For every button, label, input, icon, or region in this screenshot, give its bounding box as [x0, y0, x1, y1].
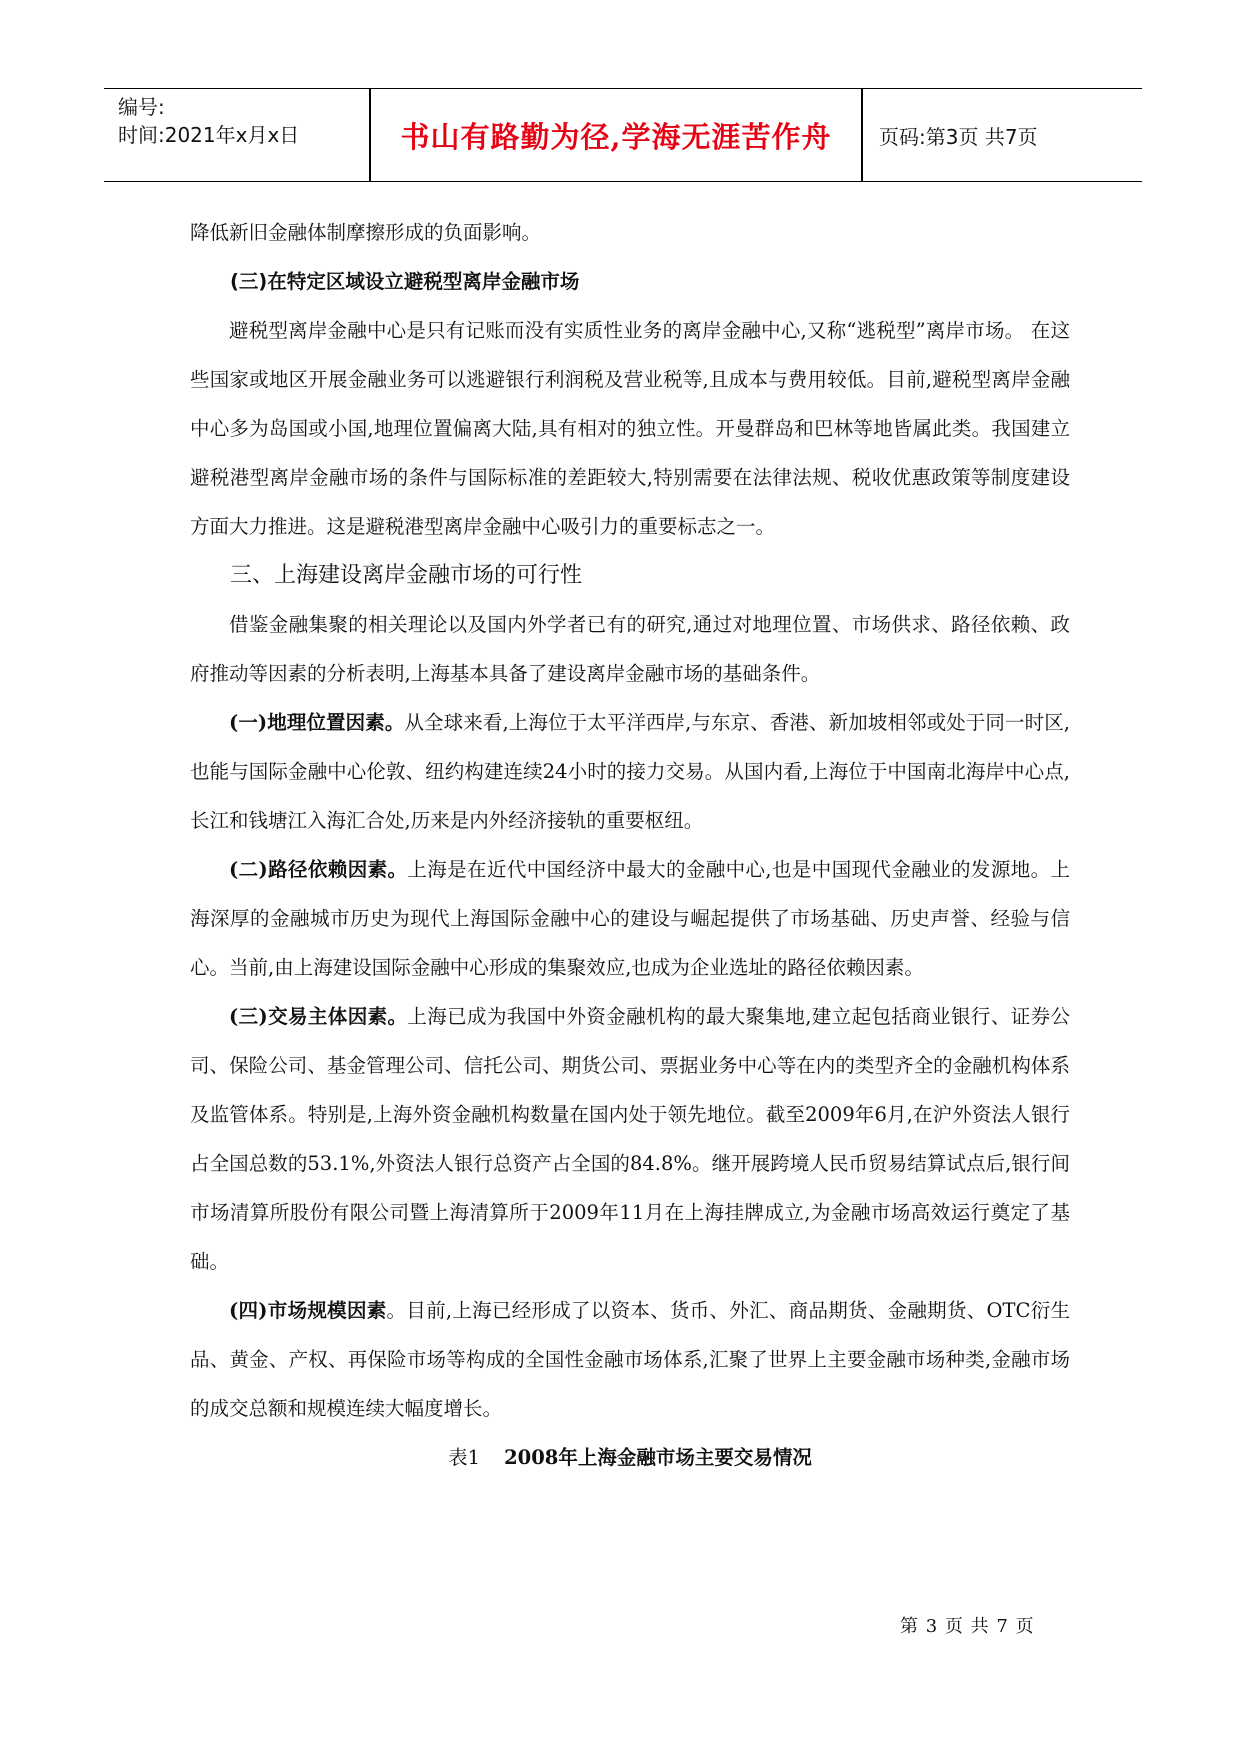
page-footer: 第 3 页 共 7 页 — [900, 1616, 1035, 1637]
paragraph-lead: (四)市场规模因素 — [229, 1299, 387, 1322]
number-label: 编号: — [118, 95, 165, 119]
subsection-heading: (三)在特定区域设立避税型离岸金融市场 — [230, 270, 580, 293]
document-body — [190, 208, 1070, 1482]
paragraph — [190, 845, 1070, 992]
paragraph-text: 。目前,上海已经形成了以资本、货币、外汇、商品期货、金融期货、OTC衍生品、黄金、产权、再保险市场等构成的全国性金融市场体系,汇聚了世界上主要金融市场种类,金融市场的成交总额和规模连续大幅度增长。 — [190, 1299, 1070, 1420]
section-heading: 三、上海建设离岸金融市场的可行性 — [230, 563, 583, 588]
paragraph — [190, 1286, 1070, 1433]
header-page-label: 页码:第3页 共7页 — [879, 124, 1038, 149]
paragraph — [190, 698, 1070, 845]
table-caption — [190, 1433, 1070, 1482]
header-motto: 书山有路勤为径,学海无涯苦作舟 — [400, 119, 832, 154]
paragraph-lead: (二)路径依赖因素。 — [229, 858, 408, 881]
header-table — [104, 88, 1142, 182]
paragraph-text: 上海是在近代中国经济中最大的金融中心,也是中国现代金融业的发源地。上海深厚的金融城市历史为现代上海国际金融中心的建设与崛起提供了市场基础、历史声誉、经验与信心。当前,由上海建设国际金融中心形成的集聚效应,也成为企业选址的路径依赖因素。 — [190, 858, 1071, 979]
paragraph: 借鉴金融集聚的相关理论以及国内外学者已有的研究,通过对地理位置、市场供求、路径依赖、政府推动等因素的分析表明,上海基本具备了建设离岸金融市场的基础条件。 — [190, 613, 1070, 685]
paragraph-lead: (三)交易主体因素。 — [229, 1005, 408, 1028]
paragraph-text: 从全球来看,上海位于太平洋西岸,与东京、香港、新加坡相邻或处于同一时区,也能与国际金融中心伦敦、纽约构建连续24小时的接力交易。从国内看,上海位于中国南北海岸中心点,长江和钱塘江入海汇合处,历来是内外经济接轨的重要枢纽。 — [190, 711, 1071, 832]
header-meta — [118, 93, 368, 149]
header-divider — [861, 89, 863, 181]
paragraph-text: 上海已成为我国中外资金融机构的最大聚集地,建立起包括商业银行、证券公司、保险公司、基金管理公司、信托公司、期货公司、票据业务中心等在内的类型齐全的金融机构体系及监管体系。特别是,上海外资金融机构数量在国内处于领先地位。截至2009年6月,在沪外资法人银行占全国总数的53.1%,外资法人银行总资产占全国的84.8%。继开展跨境人民币贸易结算试点后,银行间市场清算所股份有限公司暨上海清算所于2009年11月在上海挂牌成立,为金融市场高效运行奠定了基础。 — [190, 1005, 1071, 1273]
time-label: 时间:2021年x月x日 — [118, 123, 300, 147]
paragraph — [190, 992, 1070, 1286]
paragraph-lead: (一)地理位置因素。 — [229, 711, 405, 734]
paragraph: 避税型离岸金融中心是只有记账而没有实质性业务的离岸金融中心,又称“逃税型”离岸市场。 在这些国家或地区开展金融业务可以逃避银行利润税及营业税等,且成本与费用较低。目前,避税型离岸金融中心多为岛国或小国,地理位置偏离大陆,具有相对的独立性。开曼群岛和巴林等地皆属此类。我国建立避税港型离岸金融市场的条件与国际标准的差距较大,特别需要在法律法规、税收优惠政策等制度建设方面大力推进。这是避税港型离岸金融中心吸引力的重要标志之一。 — [190, 319, 1070, 538]
table-caption-number: 表1 — [448, 1446, 481, 1469]
table-caption-text: 2008年上海金融市场主要交易情况 — [504, 1446, 812, 1469]
paragraph: 降低新旧金融体制摩擦形成的负面影响。 — [190, 221, 542, 244]
